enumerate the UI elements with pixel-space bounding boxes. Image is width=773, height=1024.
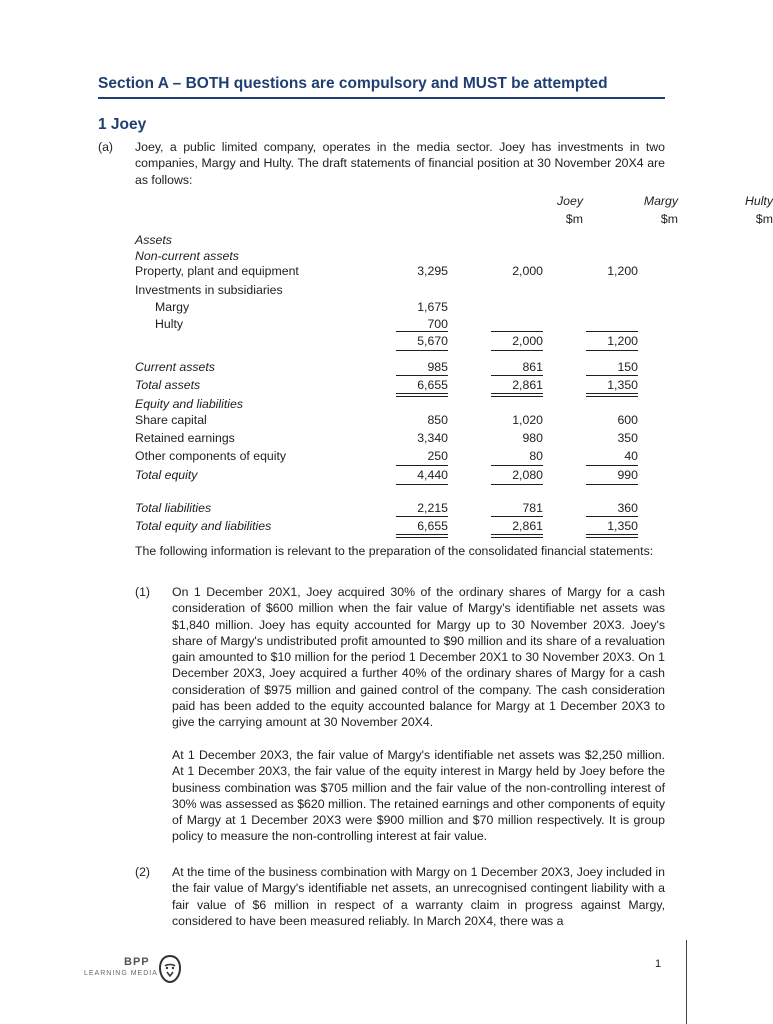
section-heading: Section A – BOTH questions are compulsory and MUST be attempted xyxy=(98,75,665,99)
row-value: 985 xyxy=(427,360,448,374)
row-value: 1,200 xyxy=(607,334,638,348)
row-value: 6,655 xyxy=(417,378,448,392)
row-value: 6,655 xyxy=(417,519,448,533)
row-value: 2,861 xyxy=(512,519,543,533)
row-label: Non-current assets xyxy=(135,249,239,263)
part-label: (a) xyxy=(98,140,114,154)
underline-rule xyxy=(586,375,638,376)
underline-rule xyxy=(396,350,448,351)
table-row xyxy=(135,232,645,248)
lion-head-icon xyxy=(158,954,182,984)
note-1-para-1: On 1 December 20X1, Joey acquired 30% of the ordinary shares of Margy for a cash consideration of $600 million when the fair value of Margy's identifiable net assets was $1,840 million. Joey has equity accounted for Margy up to 30 November 20X3. Joey's share of Margy's undistributed profit amounted to $90 million and its share of a revaluation gain amounted to $10 million for the period 1 December 20X1 to 30 November 20X3. On 1 December 20X3, Joey acquired a further 40% of the ordinary shares of Margy for a cash consideration of $975 million and gained control of the company. The cash consideration paid has been added to the equity accounted balance for Margy at 1 December 20X3 to give the carrying amount at 30 November 20X4. xyxy=(172,585,665,730)
underline-rule xyxy=(396,375,448,376)
table-row xyxy=(135,316,645,332)
table-row xyxy=(135,377,645,393)
underline-rule xyxy=(396,516,448,517)
underline-rule xyxy=(491,350,543,351)
table-row xyxy=(135,282,645,298)
row-value: 2,080 xyxy=(512,468,543,482)
table-row xyxy=(135,299,645,315)
table-row xyxy=(135,448,645,464)
row-value: 1,020 xyxy=(512,413,543,427)
following-paragraph-wrap xyxy=(135,543,665,559)
table-row xyxy=(135,396,645,412)
underline-rule xyxy=(491,465,543,466)
row-label: Total assets xyxy=(135,378,201,392)
logo-brand: BPP xyxy=(124,956,150,968)
row-label: Total equity xyxy=(135,468,198,482)
row-label: Property, plant and equipment xyxy=(135,264,299,278)
underline-rule xyxy=(491,375,543,376)
bpp-logo xyxy=(84,954,184,990)
underline-rule xyxy=(586,350,638,351)
row-label: Retained earnings xyxy=(135,431,235,445)
row-value: 2,000 xyxy=(512,334,543,348)
page-number: 1 xyxy=(655,958,662,970)
table-row xyxy=(135,263,645,279)
underline-rule xyxy=(396,465,448,466)
note-2-number: (2) xyxy=(135,865,151,879)
double-underline-rule xyxy=(586,534,638,538)
row-value: 600 xyxy=(617,413,638,427)
row-value: 3,295 xyxy=(417,264,448,278)
row-value: 700 xyxy=(427,317,448,331)
row-label: Total liabilities xyxy=(135,501,212,515)
row-value: 2,861 xyxy=(512,378,543,392)
underline-rule xyxy=(586,516,638,517)
row-value: 1,350 xyxy=(607,519,638,533)
row-label: Margy xyxy=(155,300,190,314)
row-value: 1,350 xyxy=(607,378,638,392)
underline-rule xyxy=(586,331,638,332)
note-1-number: (1) xyxy=(135,585,151,599)
row-value: 40 xyxy=(624,449,638,463)
underline-rule xyxy=(396,331,448,332)
footer-divider xyxy=(686,940,687,1024)
row-value: 781 xyxy=(522,501,543,515)
logo-sub: LEARNING MEDIA xyxy=(84,970,158,977)
row-label: Total equity and liabilities xyxy=(135,519,272,533)
underline-rule xyxy=(586,465,638,466)
note-2-para-1: At the time of the business combination with Margy on 1 December 20X3, Joey included in the fair value of Margy's identifiable net assets, an unrecognised contingent liability with a fair value of $6 million in respect of a warranty claim in progress against Margy, considered to have been measured reliably. In March 20X4, there was a xyxy=(172,865,665,928)
double-underline-rule xyxy=(586,393,638,397)
row-value: 80 xyxy=(529,449,543,463)
table-row xyxy=(135,359,645,375)
row-value: 2,215 xyxy=(417,501,448,515)
col-unit-hulty: $m xyxy=(755,212,773,226)
row-label: Other components of equity xyxy=(135,449,287,463)
col-header-hulty: Hulty xyxy=(744,194,773,208)
note-1-para-2: At 1 December 20X3, the fair value of Margy's identifiable net assets was $2,250 million. At 1 December 20X3, the fair value of the equity interest in Margy held by Joey before the business combination was $705 million and the fair value of the non-controlling interest of 30% was assessed as $620 million. The retained earnings and other components of equity of Margy at 1 December 20X3 were $900 million and $70 million respectively. It is group policy to measure the non-controlling interest at fair value. xyxy=(172,748,665,844)
following-paragraph: The following information is relevant to the preparation of the consolidated financial statements: xyxy=(135,544,654,558)
row-label: Investments in subsidiaries xyxy=(135,283,283,297)
table-row xyxy=(135,518,645,534)
underline-rule xyxy=(491,331,543,332)
row-value: 990 xyxy=(617,468,638,482)
row-value: 250 xyxy=(427,449,448,463)
question-title: 1 Joey xyxy=(98,116,147,133)
double-underline-rule xyxy=(491,393,543,397)
table-row xyxy=(135,430,645,446)
row-label: Equity and liabilities xyxy=(135,397,244,411)
row-value: 850 xyxy=(427,413,448,427)
double-underline-rule xyxy=(396,534,448,538)
double-underline-rule xyxy=(491,534,543,538)
col-unit-joey: $m xyxy=(565,212,583,226)
col-header-margy: Margy xyxy=(643,194,678,208)
table-row xyxy=(135,412,645,428)
row-label: Assets xyxy=(135,233,172,247)
double-underline-rule xyxy=(396,393,448,397)
underline-rule xyxy=(396,484,448,485)
table-row xyxy=(135,333,645,349)
row-value: 861 xyxy=(522,360,543,374)
row-value: 360 xyxy=(617,501,638,515)
row-value: 5,670 xyxy=(417,334,448,348)
row-label: Hulty xyxy=(155,317,184,331)
row-value: 150 xyxy=(617,360,638,374)
row-label: Share capital xyxy=(135,413,207,427)
table-row xyxy=(135,467,645,483)
underline-rule xyxy=(491,484,543,485)
col-header-joey: Joey xyxy=(557,194,583,208)
row-value: 4,440 xyxy=(417,468,448,482)
row-value: 1,200 xyxy=(607,264,638,278)
underline-rule xyxy=(586,484,638,485)
row-value: 350 xyxy=(617,431,638,445)
table-row xyxy=(135,500,645,516)
table-row xyxy=(135,248,645,264)
row-value: 980 xyxy=(522,431,543,445)
intro-paragraph: Joey, a public limited company, operates in the media sector. Joey has investments in two companies, Margy and Hulty. The draft statements of financial position at 30 November 20X4 are as follows: xyxy=(135,140,665,187)
underline-rule xyxy=(491,516,543,517)
row-value: 3,340 xyxy=(417,431,448,445)
row-label: Current assets xyxy=(135,360,215,374)
row-value: 1,675 xyxy=(417,300,448,314)
col-unit-margy: $m xyxy=(660,212,678,226)
row-value: 2,000 xyxy=(512,264,543,278)
